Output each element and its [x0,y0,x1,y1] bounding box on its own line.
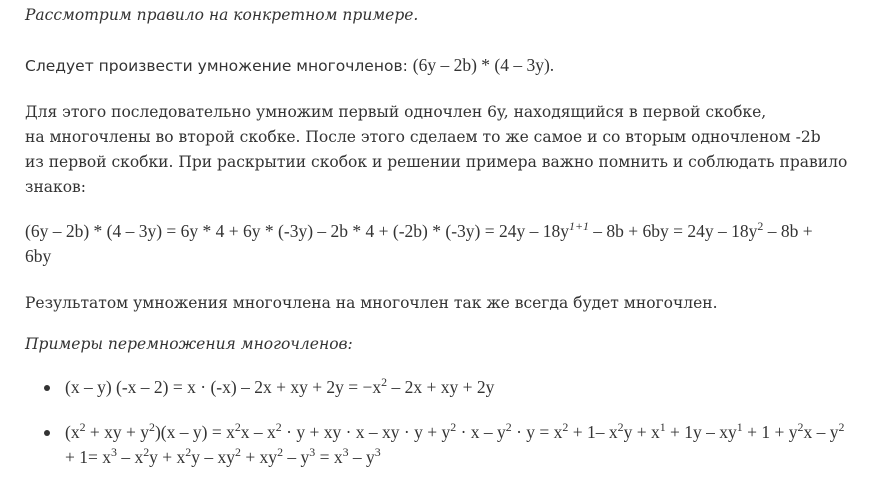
explanation-line: знаков: [25,178,86,196]
exponent: 2 [505,420,512,435]
formula-part: + 1y – xy [665,422,737,442]
explanation-line: на многочлены во второй скобке. После этого сделаем то же самое и со вторым одночленом -2b [25,128,821,146]
task-expression: (6y – 2b) * (4 – 3y). [412,55,555,75]
formula-part: + 1– x [568,422,618,442]
formula-part: )(x – y) = x [154,422,235,442]
exponent: 1+1 [569,219,589,234]
formula-part: y – xy [191,447,235,467]
explanation-line: из первой скобки. При раскрытии скобок и решении примера важно помнить и соблюдать правило [25,153,848,171]
formula-part: y + x [623,422,660,442]
formula-part: (x [65,422,80,442]
task-text: Следует произвести умножение многочленов: [25,57,408,75]
exponent: 2 [450,420,457,435]
article-content [25,3,875,470]
exponent: 1 [736,420,743,435]
formula-part: y + x [149,447,186,467]
exponent: 3 [111,445,117,460]
formula-part: – x [116,447,144,467]
list-item [25,375,875,400]
exponent: 2 [185,445,192,460]
bullet-icon [44,430,50,436]
exponent: 1 [659,420,666,435]
formula-part: · y + xy · x – xy · y + y [281,422,451,442]
examples-list [25,375,875,470]
exponent: 2 [143,445,150,460]
exponent: 2 [562,420,569,435]
formula-part: – 8b + [763,221,813,241]
exponent: 2 [617,420,624,435]
formula-part: – 8b + 6by = 24y – 18y [588,221,758,241]
bullet-icon [44,385,50,391]
formula-part: + 1 + y [742,422,798,442]
intro-text: Рассмотрим правило на конкретном примере. [25,6,419,24]
formula-part: – y [348,447,375,467]
list-item [25,420,875,470]
formula-part: + 1= x [65,447,111,467]
exponent: 2 [757,219,764,234]
formula-part: – y [283,447,310,467]
formula-part: + xy [240,447,278,467]
examples-heading: Примеры перемножения многочленов: [25,335,353,353]
task-paragraph [25,53,875,79]
exponent: 2 [277,445,284,460]
formula-part: = x [315,447,343,467]
formula-part: (x – y) (-x – 2) = x · (-x) – 2x + xy + 2y = −x [65,377,382,397]
formula-part: x – y [803,422,839,442]
exponent: 3 [342,445,349,460]
exponent: 2 [79,420,86,435]
calculation-formula [25,219,875,269]
result-text: Результатом умножения многочлена на многочлен так же всегда будет многочлен. [25,294,718,312]
formula-part: 6by [25,246,52,266]
formula-part: · x – y [456,422,506,442]
explanation-line: Для этого последовательно умножим первый одночлен 6y, находящийся в первой скобке, [25,103,767,121]
formula-part: · y = x [511,422,563,442]
exponent: 3 [374,445,381,460]
formula-part: + xy + y [85,422,150,442]
formula-part: – 2x + xy + 2y [387,377,495,397]
exponent: 2 [275,420,282,435]
exponent: 2 [234,445,241,460]
exponent: 2 [149,420,155,435]
explanation-paragraph [25,100,875,200]
formula-part: (6y – 2b) * (4 – 3y) = 6y * 4 + 6y * (-3y) – 2b * 4 + (-2b) * (-3y) = 24y – 18y [25,221,569,241]
exponent: 2 [381,375,388,390]
exponent: 3 [309,445,316,460]
exponent: 2 [797,420,804,435]
exponent: 2 [234,420,241,435]
formula-part: x – x [240,422,276,442]
exponent: 2 [838,420,845,435]
